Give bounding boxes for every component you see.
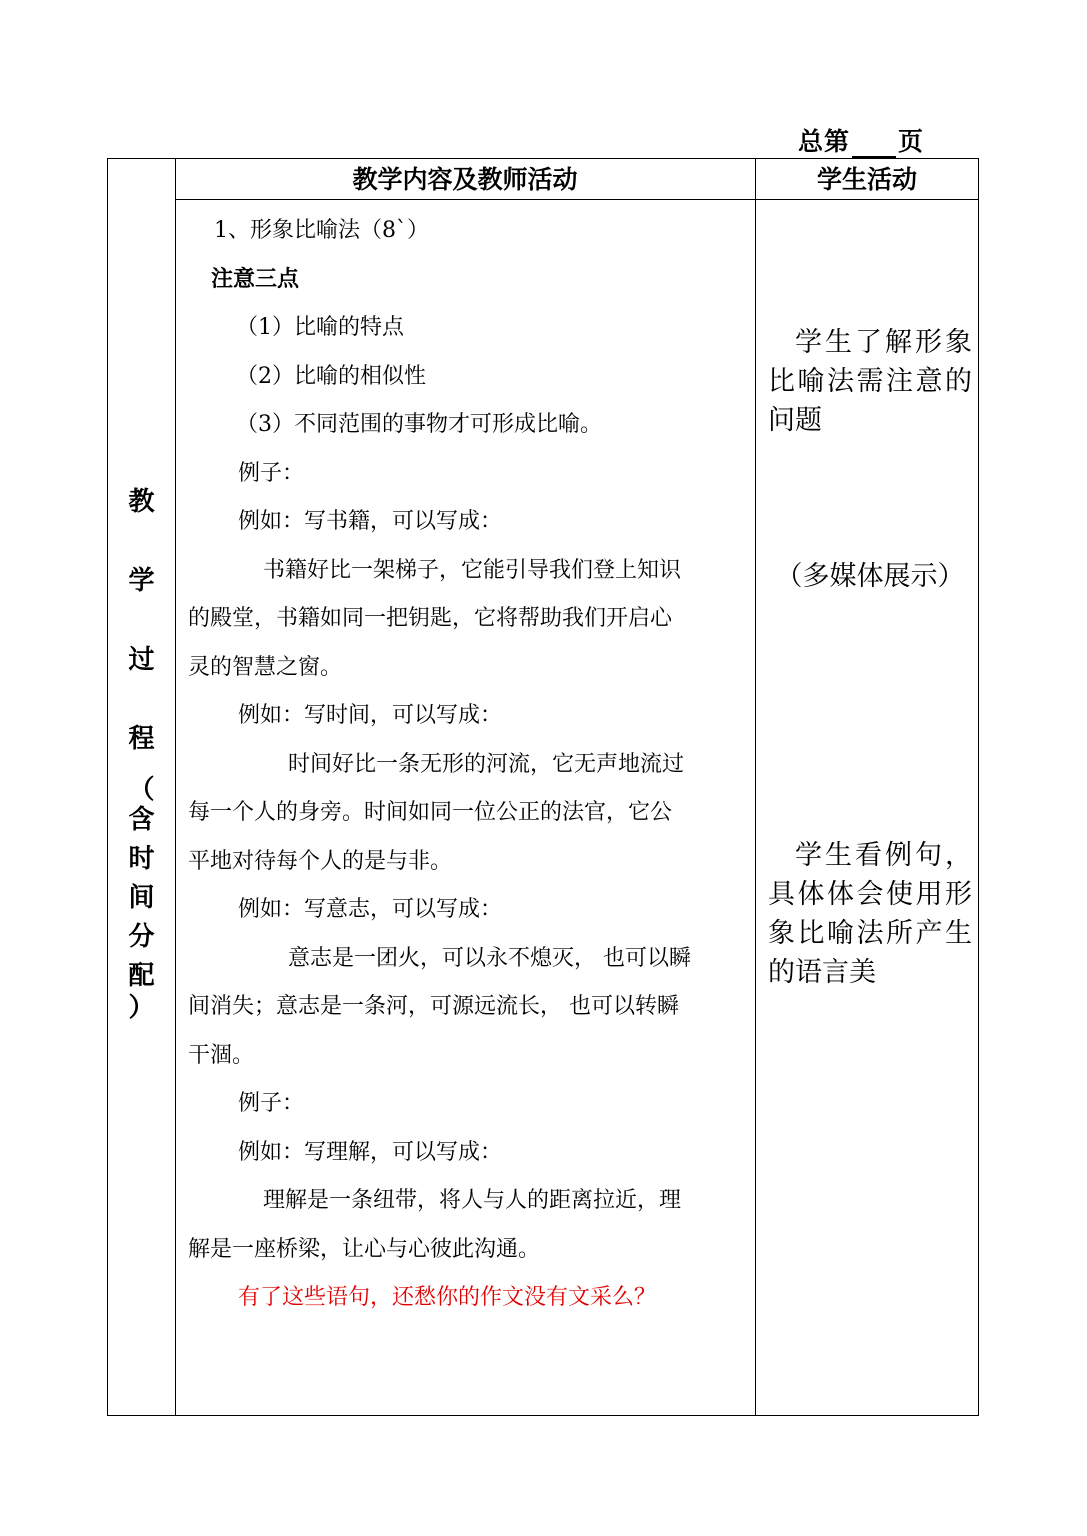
side-char: （ [128,775,155,805]
content-line: 理解是一条纽带，将人与人的距离拉近，理 [263,1188,682,1213]
side-char: 时 [128,844,155,874]
student-activity-1: 学生了解形象比喻法需注意的问题 [768,327,972,436]
content-line: 灵的智慧之窗。 [188,655,343,680]
content-line: 例如：写书籍，可以写成： [238,509,503,534]
page-number-prefix: 总第 [798,127,851,156]
content-line: 时间好比一条无形的河流，它无声地流过 [288,752,685,777]
side-char: 间 [128,883,155,913]
content-line: 书籍好比一架梯子，它能引导我们登上知识 [263,558,682,583]
content-line: 间消失；意志是一条河，可源远流长， 也可以转瞬 [188,994,679,1019]
page-number-suffix: 页 [898,127,925,156]
col-divider-1 [175,159,176,1415]
content-line: （2）比喻的相似性 [236,364,426,389]
side-char: 配 [128,961,155,991]
content-line: 平地对待每个人的是与非。 [188,849,453,874]
content-line: 每一个人的身旁。时间如同一位公正的法官，它公 [188,800,673,825]
student-activity-2: （多媒体展示） [775,561,965,592]
content-line: 例如：写意志，可以写成： [238,897,503,922]
content-line: 干涸。 [188,1043,255,1068]
content-line: （1）比喻的特点 [236,315,404,340]
content-line: 例如：写时间，可以写成： [238,703,503,728]
content-line: 意志是一团火，可以永不熄灭， 也可以瞬 [288,946,691,971]
side-char: ） [128,993,155,1023]
header-divider [175,199,978,200]
side-char: 过 [128,645,155,675]
content-line: 例子： [238,1091,305,1116]
side-char: 教 [128,487,155,517]
side-char: 学 [128,566,155,596]
page-number-blank [852,132,896,158]
student-activity-3: 学生看例句，具体体会使用形象比喻法所产生的语言美 [768,840,972,988]
content-heading: 注意三点 [211,267,300,292]
side-char: 分 [128,922,155,952]
side-char: 程 [128,724,155,754]
page-number [798,122,924,158]
col-divider-2 [755,159,756,1415]
content-highlight: 有了这些语句，还愁你的作文没有文采么？ [238,1285,657,1310]
content-line: （3）不同范围的事物才可形成比喻。 [236,412,602,437]
side-char: 含 [128,805,155,835]
content-line: 的殿堂，书籍如同一把钥匙，它将帮助我们开启心 [188,606,673,631]
content-column-header: 教学内容及教师活动 [352,165,578,194]
content-line: 1、形象比喻法（8`） [214,218,429,243]
student-column-header: 学生活动 [816,165,917,194]
lesson-table [107,158,979,1416]
content-line: 解是一座桥梁，让心与心彼此沟通。 [188,1237,541,1262]
content-line: 例子： [238,461,305,486]
content-line: 例如：写理解，可以写成： [238,1140,503,1165]
